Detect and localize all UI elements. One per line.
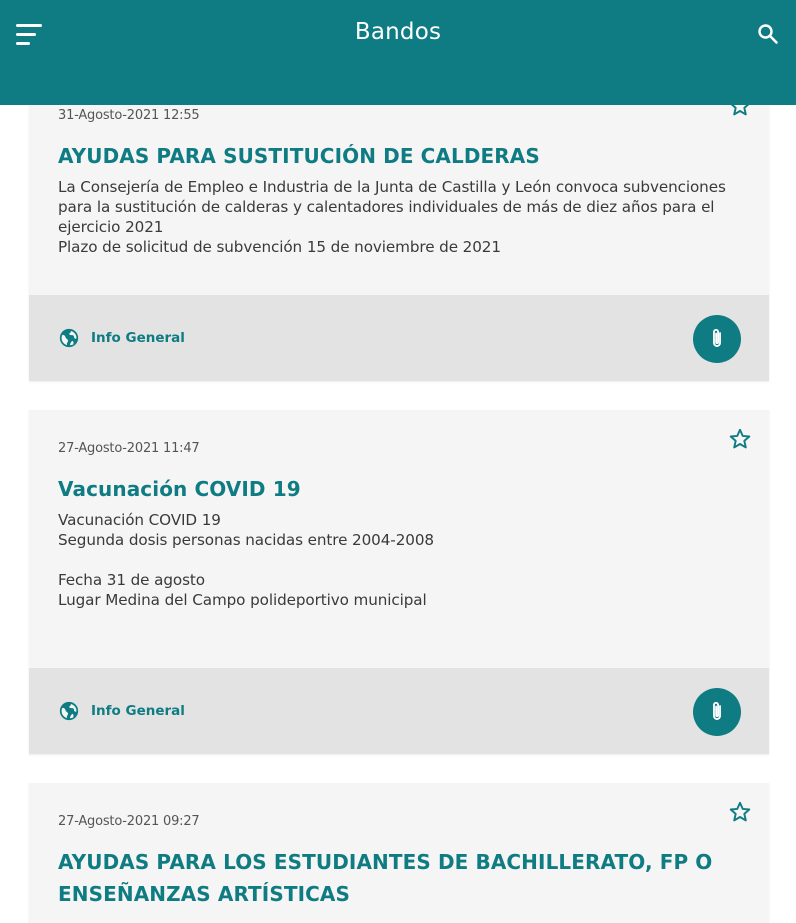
bando-card[interactable] <box>29 410 769 754</box>
bando-date: 27-Agosto-2021 09:27 <box>58 814 200 829</box>
app-bar <box>0 0 796 105</box>
bando-title[interactable]: AYUDAS PARA LOS ESTUDIANTES DE BACHILLERATO, FP O ENSEÑANZAS ARTÍSTICAS <box>58 850 713 906</box>
bando-description: Vacunación COVID 19 Segunda dosis personas nacidas entre 2004-2008 Fecha 31 de agosto Lugar Medina del Campo polideportivo municipal <box>58 511 434 609</box>
bando-title[interactable]: AYUDAS PARA SUSTITUCIÓN DE CALDERAS <box>58 144 540 168</box>
attachment-button[interactable] <box>693 315 741 363</box>
bando-title[interactable]: Vacunación COVID 19 <box>58 477 301 501</box>
star-icon[interactable] <box>728 800 752 824</box>
bando-description: La Consejería de Empleo e Industria de la Junta de Castilla y León convoca subvenciones para la sustitución de calderas y calentadores individuales de más de diez años para el ejercicio 2021 Plazo de solicitud de subvención 15 de noviembre de 2021 <box>58 178 726 256</box>
bando-date: 31-Agosto-2021 12:55 <box>58 108 200 123</box>
globe-icon <box>58 700 80 722</box>
bando-footer <box>29 668 769 754</box>
attachment-button[interactable] <box>693 688 741 736</box>
search-icon[interactable] <box>756 22 780 46</box>
category-link[interactable] <box>58 700 185 722</box>
bando-date: 27-Agosto-2021 11:47 <box>58 441 200 456</box>
star-icon[interactable] <box>728 427 752 451</box>
paperclip-icon <box>704 699 730 725</box>
page-title: Bandos <box>354 19 442 45</box>
globe-icon <box>58 327 80 349</box>
category-link[interactable] <box>58 327 185 349</box>
bando-card[interactable] <box>29 77 769 381</box>
bando-footer <box>29 295 769 381</box>
bando-card[interactable] <box>29 783 769 923</box>
category-label: Info General <box>91 330 185 346</box>
category-label: Info General <box>91 703 185 719</box>
paperclip-icon <box>704 326 730 352</box>
